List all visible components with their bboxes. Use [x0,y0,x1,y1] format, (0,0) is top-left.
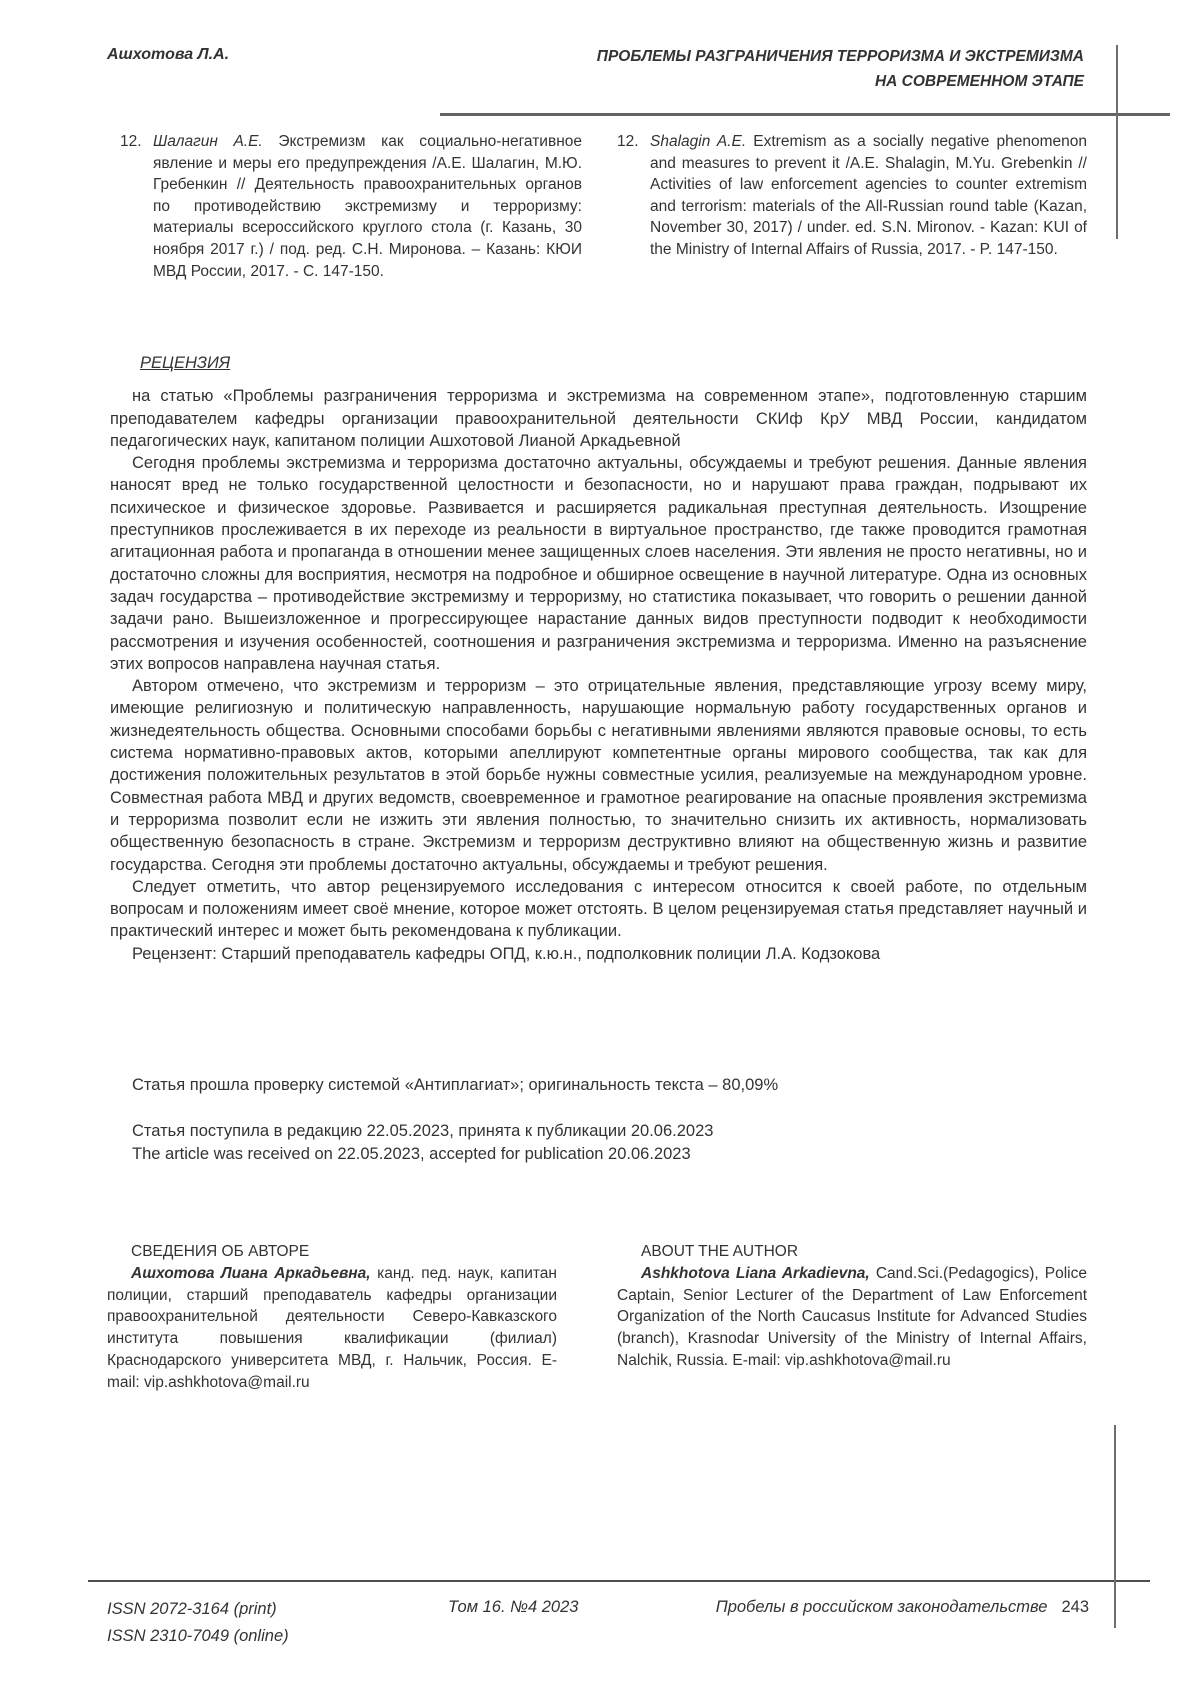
submission-dates-en: The article was received on 22.05.2023, accepted for publication 20.06.2023 [132,1144,691,1163]
footer-journal-title: Пробелы в российском законодательстве [715,1598,1048,1616]
footer-rule [88,1580,1150,1582]
references-section [120,131,1087,282]
reference-author-ru: Шалагин А.Е. [153,133,263,150]
reference-number: 12. [120,133,142,150]
author-bio-en: Cand.Sci.(Pedagogics), Police Captain, Senior Lecturer of the Department of Law Enforcement Organization of the North Caucasus Institute for Advanced Studies (branch), Krasnodar University of the Ministry of Internal Affairs, Nalchik, Russia. E-mail: vip.ashkhotova@mail.ru [617,1264,1087,1369]
reference-text-ru [153,131,582,282]
author-name-en: Ashkhotova Liana Arkadievna, [641,1264,870,1282]
about-author-section [107,1241,1087,1394]
header-rule [440,113,1170,116]
review-paragraph-2: Сегодня проблемы экстремизма и терроризма достаточно актуальны, обсуждаемы и требуют решения. Данные явления наносят вред не только государственной целостности и безопасности, но и нарушают права граждан, подрывают их психическое и физическое здоровье. Развивается и расширяется радикальная преступная деятельность. Изощрение преступников прослеживается в их переходе из реальности в виртуальное пространство, где также проводится грамотная агитационная работа и пропаганда в отношении менее защищенных слоев населения. Эти явления не просто негативны, но и достаточно сложны для восприятия, несмотря на подробное и обширное освещение в научной литературе. Одна из основных задач государства – противодействие экстремизму и терроризму, но статистика показывает, что говорить о решении данной задачи рано. Вышеизложенное и прогрессирующее нарастание данных видов преступности подводит к необходимости рассмотрения и изучения особенностей, соотношения и разграничения экстремизма и терроризма. Именно на разъяснение этих вопросов направлена научная статья. [110,454,1087,673]
review-paragraph-3: Автором отмечено, что экстремизм и терроризм – это отрицательные явления, представляющие угрозу всему миру, имеющие религиозную и политическую направленность, нарушающие нормальную работу государственных органов и жизнедеятельность общества. Основными способами борьбы с негативными явлениями являются правовые основы, то есть система нормативно-правовых актов, которыми апеллируют компетентные органы мирового сообщества, так как для достижения положительных результатов в этой борьбе нужны совместные усилия, реализуемые на международном уровне. Совместная работа МВД и других ведомств, своевременное и грамотное реагирование на опасные проявления экстремизма и терроризма позволит если не изжить эти явления полностью, то значительно снизить их активность, нормализовать общественную безопасность в стране. Экстремизм и терроризм деструктивно влияют на общественную жизнь и развитие государства. Сегодня эти проблемы достаточно актуальны, обсуждаемы и требуют решения. [110,677,1087,874]
reference-author-en: Shalagin A.E. [650,133,747,150]
about-author-body-ru [107,1263,557,1394]
footer-issn [107,1596,289,1650]
about-author-ru [107,1241,557,1394]
author-bio-ru: канд. пед. наук, капитан полиции, старший преподаватель кафедры организации правоохранительной деятельности Северо-Кавказского института повышения квалификации (филиал) Краснодарского университета МВД, г. Нальчик, Россия. E-mail: vip.ashkhotova@mail.ru [107,1264,557,1391]
about-author-body-en [617,1263,1087,1372]
running-head-title-line2: НА СОВРЕМЕННОМ ЭТАПЕ [874,73,1084,90]
footer-volume: Том 16. №4 2023 [448,1598,579,1616]
reference-item-ru [120,131,582,282]
review-paragraph-4: Следует отметить, что автор рецензируемого исследования с интересом относится к своей работе, по отдельным вопросам и положениям имеет своё мнение, которое может отстоять. В целом рецензируемая статья представляет научный и практический интерес и может быть рекомендована к публикации. [110,877,1087,941]
about-author-heading-ru: СВЕДЕНИЯ ОБ АВТОРЕ [131,1243,310,1260]
running-head-title [440,44,1084,94]
footer-journal-line [600,1598,1089,1617]
footer-vertical-line [1114,1425,1116,1628]
about-author-en [617,1241,1087,1394]
reference-body-en: Extremism as a socially negative phenomenon and measures to prevent it /A.E. Shalagin, M.Yu. Grebenkin // Activities of law enforcement agencies to counter extremism and terrorism: materials of the All-Russian round table (Kazan, November 30, 2017) / under. ed. S.N. Mironov. - Kazan: KUI of the Ministry of Internal Affairs of Russia, 2017. - P. 147-150. [650,133,1087,258]
header-vertical-line [1116,45,1118,239]
author-name-ru: Ашхотова Лиана Аркадьевна, [131,1264,371,1282]
issn-online: ISSN 2310-7049 (online) [107,1627,289,1645]
running-head-author: Ашхотова Л.А. [107,46,230,63]
review-heading: РЕЦЕНЗИЯ [140,354,231,372]
submission-dates [110,1120,1087,1165]
running-head-title-line1: ПРОБЛЕМЫ РАЗГРАНИЧЕНИЯ ТЕРРОРИЗМА И ЭКСТРЕМИЗМА [596,48,1084,65]
reference-body-ru: Экстремизм как социально-негативное явление и меры его предупреждения /А.Е. Шалагин, М.Ю. Гребенкин // Деятельность правоохранительных органов по противодействию экстремизму и терроризму: материалы всероссийского круглого стола (г. Казань, 30 ноября 2017 г.) / под. ред. С.Н. Миронова. – Казань: КЮИ МВД России, 2017. - С. 147-150. [153,133,583,280]
antiplagiarism-note: Статья прошла проверку системой «Антиплагиат»; оригинальность текста – 80,09% [132,1076,779,1094]
footer-page-number: 243 [1061,1598,1089,1616]
reference-column-en [617,131,1087,282]
submission-dates-ru: Статья поступила в редакцию 22.05.2023, принята к публикации 20.06.2023 [132,1122,714,1140]
reference-text-en [650,131,1087,261]
review-paragraph-1: на статью «Проблемы разграничения терроризма и экстремизма на современном этапе», подготовленную старшим преподавателем кафедры организации правоохранительной деятельности СКИф КрУ МВД России, кандидатом педагогических наук, капитаном полиции Ашхотовой Лианой Аркадьевной [110,387,1087,450]
reference-column-ru [120,131,582,282]
review-reviewer-line: Рецензент: Старший преподаватель кафедры ОПД, к.ю.н., подполковник полиции Л.А. Кодзокова [132,944,881,963]
review-section [110,352,1087,965]
reference-item-en [617,131,1087,261]
about-author-heading-en: ABOUT THE AUTHOR [641,1243,799,1260]
reference-number: 12. [617,133,639,150]
issn-print: ISSN 2072-3164 (print) [107,1600,277,1618]
